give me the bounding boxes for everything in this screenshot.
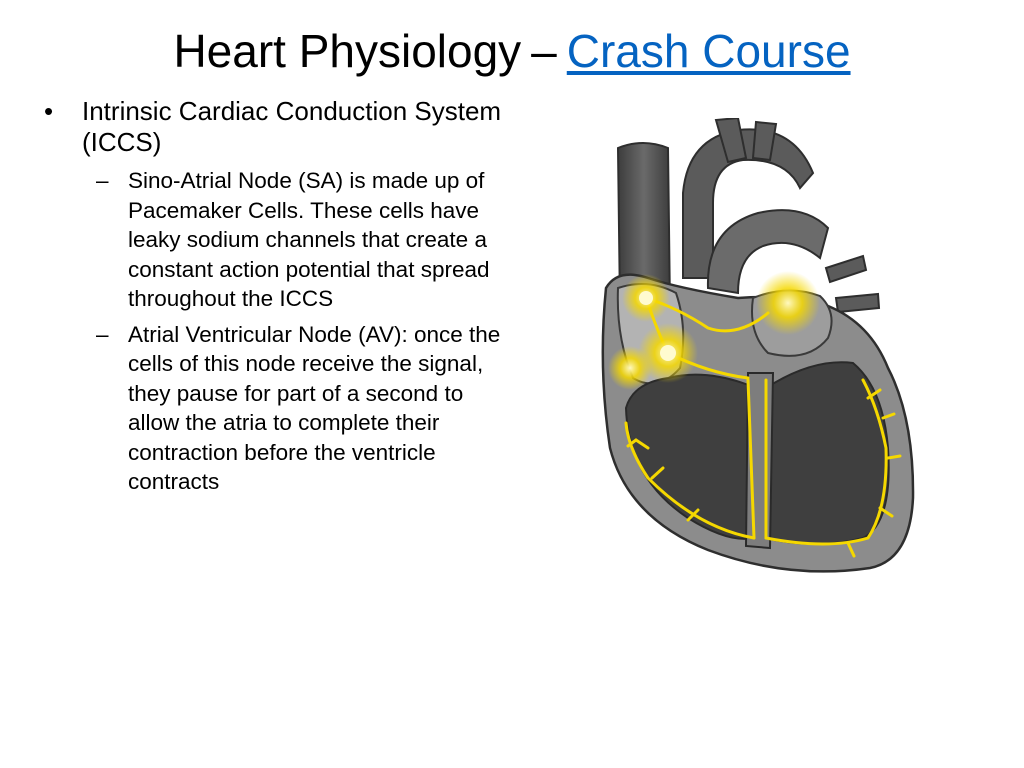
pulmonary-vein bbox=[836, 294, 879, 312]
heart-conduction-illustration bbox=[588, 118, 918, 582]
av-node bbox=[660, 345, 676, 361]
left-ventricle bbox=[764, 362, 889, 544]
slide-title bbox=[0, 22, 1024, 80]
sub-bullet-sa-node bbox=[40, 166, 510, 314]
sub-bullet-av-text: Atrial Ventricular Node (AV): once the cells of this node receive the signal, they pause for part of a second to allow the atria to complete their contraction before the ventricle contracts bbox=[128, 321, 501, 494]
dash-icon: – bbox=[96, 321, 109, 347]
bullet-iccs-text: Intrinsic Cardiac Conduction System (ICCS) bbox=[82, 96, 502, 157]
pulmonary-vein bbox=[826, 256, 866, 282]
right-atrium-glow bbox=[608, 346, 652, 390]
dash-icon: – bbox=[96, 168, 109, 193]
title-separator: – bbox=[531, 25, 557, 77]
crash-course-link[interactable]: Crash Course bbox=[566, 25, 851, 77]
title-main: Heart Physiology bbox=[173, 25, 522, 77]
bullet-dot-icon: • bbox=[44, 96, 54, 126]
bullet-iccs bbox=[40, 96, 510, 158]
sub-bullet-av-node bbox=[40, 320, 510, 497]
sub-bullet-sa-text: Sino-Atrial Node (SA) is made up of Pacemaker Cells. These cells have leaky sodium channels that create a constant action potential that spread throughout the ICCS bbox=[128, 168, 490, 311]
slide-body bbox=[40, 96, 510, 497]
left-atrium-glow bbox=[756, 271, 820, 335]
sa-node bbox=[639, 291, 653, 305]
